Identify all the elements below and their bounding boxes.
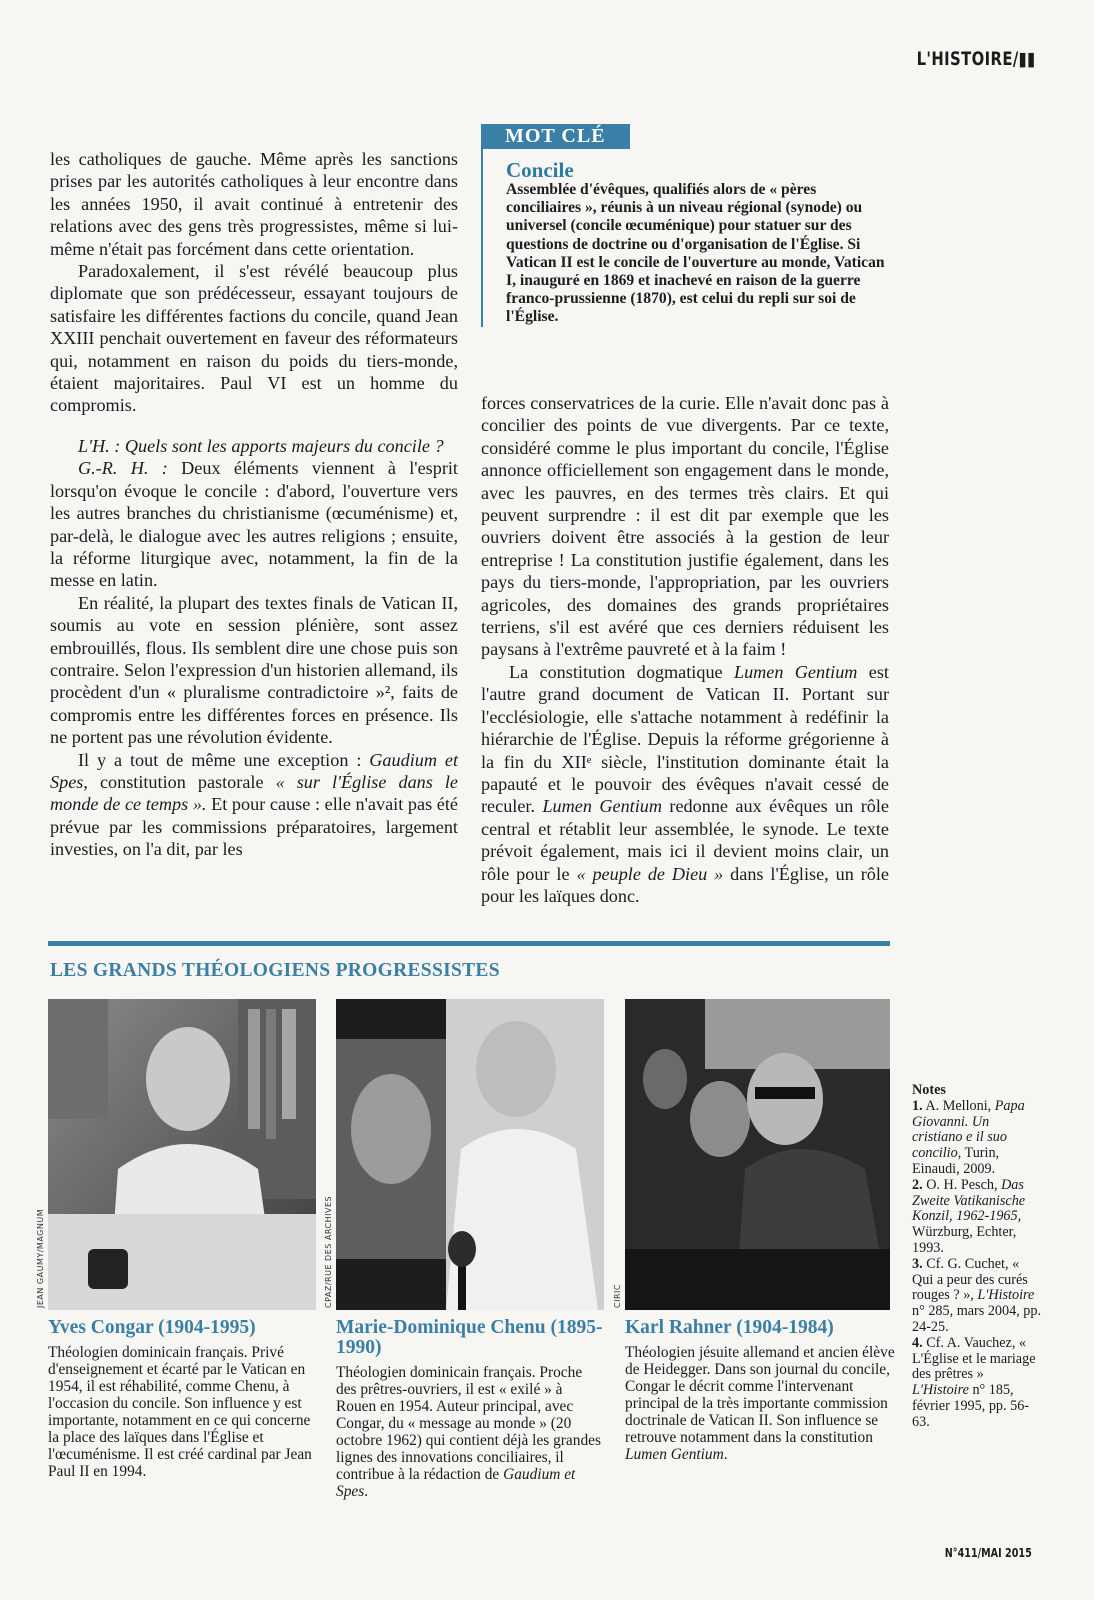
text-span: n° 285, mars 2004, pp. 24-25. [912, 1303, 1042, 1335]
left-text-column [50, 148, 458, 861]
paragraph [481, 661, 889, 907]
footnote-number: 1. [912, 1097, 923, 1114]
text-span: Il y a tout de même une exception : [78, 749, 370, 770]
footnote [912, 1178, 1042, 1257]
text-span: dans l'Église, un rôle pour les laïques donc. [481, 863, 889, 906]
magazine-masthead [917, 48, 1036, 70]
photo-chenu [336, 999, 604, 1310]
italic-title: Papa Giovanni. Un cristiano e il suo concilio, [912, 1097, 1025, 1162]
photo-congar [48, 999, 316, 1310]
section-title: LES GRANDS THÉOLOGIENS PROGRESSISTES [50, 960, 500, 981]
keyword-box [481, 124, 891, 327]
photo-credit: CIRIC [613, 1284, 622, 1308]
text-span: Cf. A. Vauchez, « L'Église et le mariage des prêtres » [912, 1334, 1036, 1383]
italic-title: Gaudium et Spes [50, 749, 459, 792]
paragraph: les catholiques de gauche. Même après les sanctions prises par les autorités catholiques à leur encontre dans les années 1950, il avait continué à entretenir des relations avec des gens très progressistes, même si lui-même n'était pas forcément dans cette orientation. [50, 149, 458, 259]
paragraph: forces conservatrices de la curie. Elle n'avait donc pas à concilier des points de vue divergents. Par ce texte, considéré comme le plus important du concile, l'Église annonce officiellement son engagement dans le monde, avec les pauvres, en des termes très clairs. Et qui peuvent surprendre : il est dit par exemple que les ouvriers doivent être associés à la gestion de leur entreprise ! La constitution justifie également, dans les pays du tiers-monde, l'appropriation, par les ouvriers agricoles, des domaines des grands propriétaires terriens, s'il est avéré que ces derniers réduisent les paysans à l'extrême pauvreté et à la faim ! [481, 393, 889, 660]
footnote-number: 4. [912, 1334, 923, 1351]
right-text-column [481, 392, 889, 907]
text-span: Théologien dominicain français. Proche des prêtres-ouvriers, il est « exilé » à Rouen en 1954. Auteur principal, avec Congar, du « message au monde » (20 octobre 1962) qui contient déjà les grandes lignes des innovations conciliaires, il contribue à la rédaction de [336, 1364, 601, 1483]
photo-rahner [625, 999, 890, 1310]
keyword-definition: Assemblée d'évêques, qualifiés alors de « pères conciliaires », réunis à un niveau régional (synode) ou universel (concile œcuménique) pour statuer sur des questions de doctrine ou d'organisation de l'Église. Si Vatican II est le concile de l'ouverture au monde, Vatican I, inauguré en 1869 et inachevé en raison de la guerre franco-prussienne (1870), est celui du repli sur soi de l'Église. [506, 181, 885, 326]
theologian-name: Karl Rahner (1904-1984) [625, 1317, 834, 1338]
keyword-tag: MOT CLÉ [481, 124, 630, 149]
text-span: . [723, 1446, 728, 1463]
bio-congar [48, 1318, 318, 1480]
text-span: Turin, Einaudi, 2009. [912, 1145, 1000, 1177]
italic-title: Das Zweite Vatikanische Konzil, 1962-1965, [912, 1176, 1026, 1225]
paragraph: En réalité, la plupart des textes finals de Vatican II, soumis au vote en session plénière, sont assez embrouillés, flous. Ils semblent dire une chose puis son contraire. Selon l'expression d'un historien allemand, ils procèdent d'un « pluralisme contradictoire »², faits de compromis entre les différentes forces en présence. Ils ne portent pas une révolution évidente. [50, 592, 458, 748]
notes-heading: Notes [912, 1082, 946, 1098]
bio-rahner [625, 1318, 895, 1463]
italic-title: L'Histoire [977, 1287, 1035, 1304]
section-divider [48, 941, 890, 946]
italic-title: L'Histoire [912, 1382, 969, 1399]
footnote [912, 1336, 1042, 1431]
italic-title: Lumen Gentium [733, 661, 858, 682]
answer-speaker: G.-R. H. : [78, 458, 168, 479]
text-span: . [364, 1483, 369, 1500]
theologian-bio: Théologien dominicain français. Privé d'enseignement et écarté par le Vatican en 1954, il est réhabilité, comme Chenu, à l'occasion du concile. Son influence y est importante, notamment en ce qui concerne la place des laïques dans l'Église et l'œcuménisme. Il est créé cardinal par Jean Paul II en 1994. [48, 1344, 312, 1480]
text-span: La constitution dogmatique [509, 661, 734, 682]
footnote [912, 1099, 1042, 1178]
interview-answer [50, 457, 458, 591]
text-span: redonne aux évêques un rôle central et rétablit leur assemblée, le synode. Le texte prévoit également, mais ici il devient moins clair, un rôle pour le [481, 796, 889, 884]
text-span: n° 185, février 1995, pp. 56-63. [912, 1382, 1030, 1430]
text-span: , constitution pastorale [83, 771, 276, 792]
text-span: est l'autre grand document de Vatican II. Portant sur l'ecclésiologie, elle s'attache notamment à redéfinir la hiérarchie de l'Église. Depuis la réforme grégorienne à la fin du XIIᵉ siècle, l'institution dominante était la papauté et le pouvoir des évêques n'avait cessé de reculer. [481, 661, 889, 817]
keyword-box-body [481, 149, 891, 327]
text-span: Cf. G. Cuchet, « Qui a peur des curés rouges ? », [912, 1255, 1028, 1304]
footnote-number: 2. [912, 1176, 923, 1193]
text-span: Théologien jésuite allemand et ancien élève de Heidegger. Dans son journal du concile, Congar le décrit comme l'intervenant principal de la très importante commission doctrinale de Vatican II. Son influence se retrouve notamment dans la constitution [625, 1344, 895, 1446]
text-span: Et pour cause : elle n'avait pas été prévue par les commissions préparatoires, largement investies, on l'a dit, par les [50, 794, 458, 860]
masthead-title: L'HISTOIRE/ [916, 48, 1019, 70]
text-span: Würzburg, Echter, 1993. [912, 1224, 1017, 1256]
italic-quote: « peuple de Dieu » [576, 863, 724, 884]
theologian-bio [625, 1344, 895, 1463]
italic-quote: « sur l'Église dans le monde de ce temps ». [50, 771, 459, 815]
footnote [912, 1257, 1042, 1336]
paragraph: Paradoxalement, il s'est révélé beaucoup plus diplomate que son prédécesseur, essayant toujours de satisfaire les différentes factions du concile, quand Jean XXIII penchait ouvertement en faveur des réformateurs qui, notamment en raison du poids du tiers-monde, étaient majoritaires. Paul VI est un homme du compromis. [50, 261, 458, 416]
keyword-term: Concile [506, 158, 574, 182]
theologian-bio [336, 1364, 606, 1500]
text-span: O. H. Pesch, [922, 1176, 1002, 1193]
footnotes [912, 1083, 1042, 1431]
photo-credit: JEAN GAUMY/MAGNUM [36, 1208, 45, 1308]
text-span: A. Melloni, [922, 1097, 995, 1114]
footnote-number: 3. [912, 1255, 923, 1272]
italic-title: Lumen Gentium [542, 796, 662, 817]
masthead-bars: ▮▮ [1018, 48, 1036, 70]
bio-chenu [336, 1318, 606, 1500]
photo-credit: CPAZ/RUE DES ARCHIVES [324, 1195, 333, 1308]
issue-footer: N°411/MAI 2015 [945, 1546, 1032, 1560]
italic-title: Lumen Gentium [625, 1446, 724, 1463]
interview-question: L'H. : Quels sont les apports majeurs du concile ? [78, 435, 444, 456]
answer-text: Deux éléments viennent à l'esprit lorsqu'on évoque le concile : d'abord, l'ouverture vers les autres branches du christianisme (œcuménisme) et, par-delà, le dialogue avec les autres religions ; ensuite, la réforme liturgique avec, notamment, la fin de la messe en latin. [50, 458, 458, 591]
theologian-name: Marie-Dominique Chenu (1895-1990) [336, 1317, 603, 1358]
theologian-name: Yves Congar (1904-1995) [48, 1317, 256, 1338]
paragraph [50, 749, 458, 861]
italic-title: Gaudium et Spes [336, 1466, 576, 1500]
